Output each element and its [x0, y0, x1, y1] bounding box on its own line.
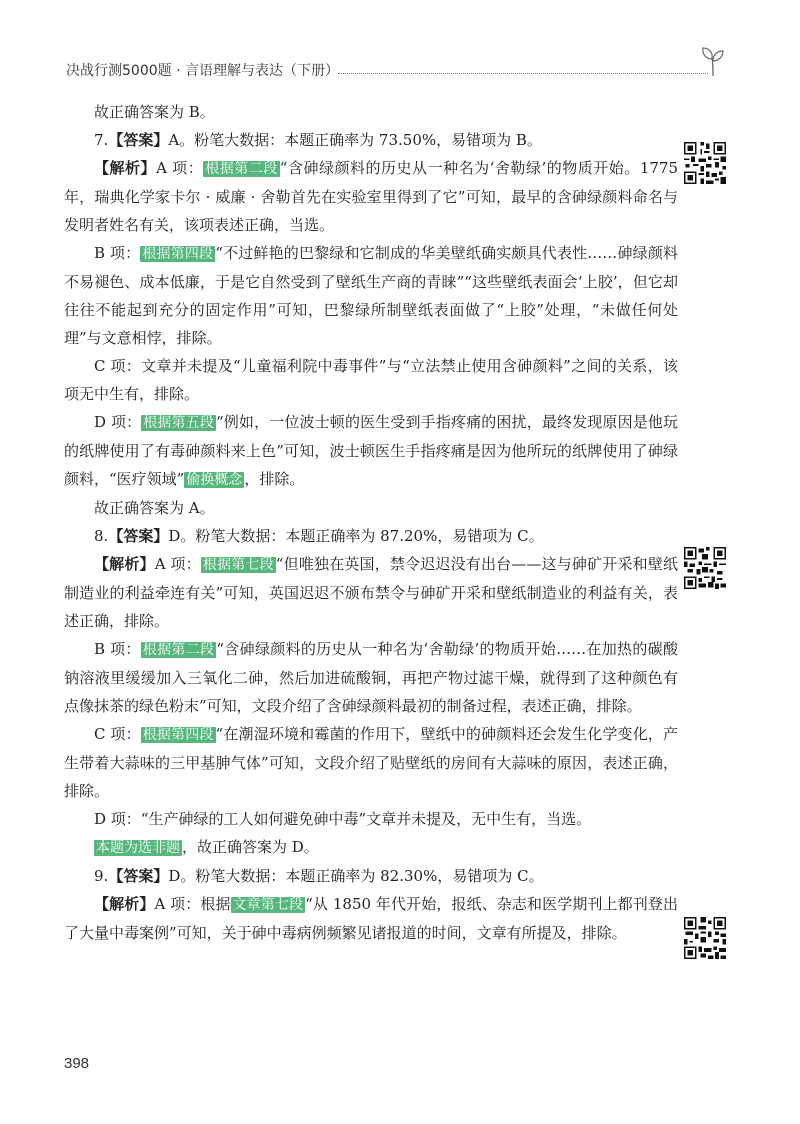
question-8-analysis-d: D 项：“生产砷绿的工人如何避免砷中毒”文章并未提及，无中生有，当选。 [94, 810, 592, 828]
highlight-tag: 根据第四段 [142, 727, 214, 743]
running-header [66, 58, 726, 84]
question-7-analysis-a: 【解析】A 项： 根据第二段 “含砷绿颜料的历史从一种名为‘舍勒绿’的物质开始。1775 年，瑞典化学家卡尔 · 威廉 · 舍勒首先在实验室里得到了它”可知，最早的含砷绿颜料命名与发明者姓名有关，该项表述正确，当选。 [64, 159, 678, 234]
qr-code-icon[interactable] [682, 915, 728, 961]
answer-explanations [64, 98, 678, 947]
question-9-answer: 9.【答案】D。粉笔大数据：本题正确率为 82.30%，易错项为 C。 [94, 867, 544, 885]
question-8-analysis-b: B 项： 根据第二段 “含砷绿颜料的历史从一种名为‘舍勒绿’的物质开始……在加热的碳酸钠溶液里缓缓加入三氧化二砷，然后加进硫酸铜，再把产物过滤干燥，就得到了这种颜色有点像抹茶的绿色粉末”可知，文段介绍了含砷绿颜料最初的制备过程，表述正确，排除。 [64, 640, 678, 715]
question-7-analysis-b: B 项： 根据第四段 “不过鲜艳的巴黎绿和它制成的华美壁纸确实颇具代表性……砷绿颜料不易褪色、成本低廉，于是它自然受到了壁纸生产商的青睐”“这些壁纸表面会‘上胶’，但它却往往不能起到充分的固定作用”可知，巴黎绿所制壁纸表面做了“上胶”处理，“未做任何处理”与文意相悖，排除。 [64, 244, 679, 347]
answer-tag: 【答案】 [108, 867, 169, 885]
analysis-tag: 【解析】 [94, 555, 155, 573]
question-8-answer: 8.【答案】D。粉笔大数据：本题正确率为 87.20%，易错项为 C。 [94, 527, 544, 545]
highlight-tag: 本题为选非题 [96, 840, 180, 856]
answer-tag: 【答案】 [108, 131, 169, 149]
question-7-analysis-d: D 项： 根据第五段 “例如，一位波士顿的医生受到手指疼痛的困扰，最终发现原因是他玩的纸牌使用了有毒砷颜料来上色”可知，波士顿医生手指疼痛是因为他所玩的纸牌使用了砷绿颜料，“医疗领域” 偷换概念 ，排除。 [64, 413, 679, 488]
question-8-analysis-a: 【解析】A 项： 根据第七段 “但唯独在英国，禁令迟迟没有出台——这与砷矿开采和壁纸制造业的利益牵连有关”可知，英国迟迟不颁布禁令与砷矿开采和壁纸制造业的利益有关，表述正确，排除。 [64, 555, 678, 630]
analysis-tag: 【解析】 [94, 895, 155, 913]
answer-tag: 【答案】 [108, 527, 169, 545]
answer-conclusion: 本题为选非题 ，故正确答案为 D。 [96, 838, 319, 856]
qr-code-icon[interactable] [682, 140, 728, 186]
highlight-tag: 文章第七段 [232, 897, 304, 913]
question-7-analysis-c: C 项：文章并未提及“儿童福利院中毒事件”与“立法禁止使用含砷颜料”之间的关系，该项无中生有，排除。 [64, 357, 678, 403]
header-title: 决战行测5000题 · 言语理解与表达（下册） [66, 63, 339, 79]
page-number: 398 [64, 1055, 90, 1072]
highlight-tag: 偷换概念 [186, 472, 243, 488]
header-divider [338, 73, 708, 74]
leaf-sprout-icon [700, 46, 726, 76]
qr-code-icon[interactable] [682, 545, 728, 591]
answer-conclusion: 故正确答案为 B。 [94, 103, 215, 121]
analysis-tag: 【解析】 [94, 159, 157, 177]
question-8-analysis-c: C 项： 根据第四段 “在潮湿环境和霉菌的作用下，壁纸中的砷颜料还会发生化学变化，产生带着大蒜味的三甲基胂气体”可知，文段介绍了贴壁纸的房间有大蒜味的原因，表述正确，排除。 [64, 725, 679, 800]
highlight-tag: 根据第五段 [143, 415, 214, 431]
highlight-tag: 根据第二段 [205, 161, 278, 177]
answer-conclusion: 故正确答案为 A。 [94, 499, 215, 517]
question-7-answer: 7.【答案】A。粉笔大数据：本题正确率为 73.50%，易错项为 B。 [94, 131, 542, 149]
highlight-tag: 根据第二段 [142, 642, 215, 658]
question-9-analysis-a: 【解析】A 项：根据 文章第七段 “从 1850 年代开始，报纸、杂志和医学期刊上都刊登出了大量中毒案例”可知，关于砷中毒病例频繁见诸报道的时间，文章有所提及，排除。 [64, 895, 678, 942]
highlight-tag: 根据第四段 [142, 246, 214, 262]
highlight-tag: 根据第七段 [202, 557, 274, 573]
